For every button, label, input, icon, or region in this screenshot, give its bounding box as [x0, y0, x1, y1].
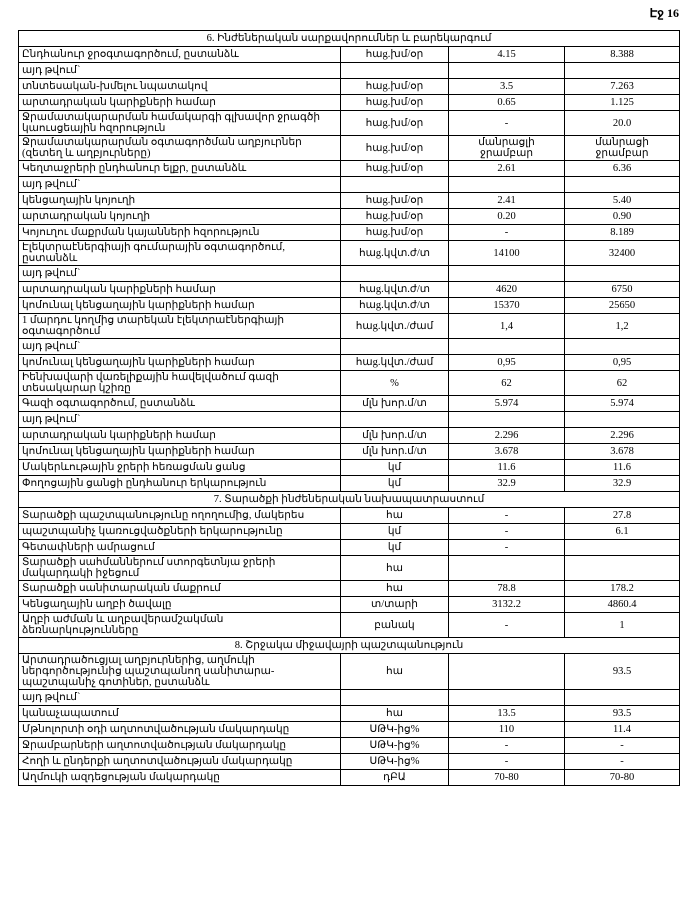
- table-row: [19, 706, 680, 722]
- table-row: [19, 597, 680, 613]
- row-unit-cell: հա: [341, 706, 449, 722]
- row-description-cell: 1 մարդու կողմից տարեկան էլեկտրաէներգիայի օգտագործում: [19, 314, 341, 339]
- row-unit-cell: հաg.կվտ.ժ/տ: [341, 298, 449, 314]
- table-row: [19, 428, 680, 444]
- row-unit-cell: ՍԹԿ-ից%: [341, 738, 449, 754]
- row-value-projected-cell: [565, 412, 680, 428]
- row-unit-cell: հաg.կվտ./ժամ: [341, 355, 449, 371]
- row-value-projected-cell: 3.678: [565, 444, 680, 460]
- row-value-projected-cell: 93.5: [565, 706, 680, 722]
- table-row: [19, 225, 680, 241]
- row-value-projected-cell: 4860.4: [565, 597, 680, 613]
- row-value-existing-cell: -: [449, 524, 565, 540]
- row-value-projected-cell: մանրացի ջրամբար: [565, 136, 680, 161]
- table-row: [19, 412, 680, 428]
- row-value-existing-cell: -: [449, 508, 565, 524]
- row-value-projected-cell: [565, 177, 680, 193]
- row-unit-cell: հաg.կվտ.ժ/տ: [341, 282, 449, 298]
- row-value-existing-cell: -: [449, 225, 565, 241]
- row-description-cell: Կեղտաջրերի ընդհանուր ելքր, ըստանձև: [19, 161, 341, 177]
- table-row: [19, 79, 680, 95]
- row-value-existing-cell: 11.6: [449, 460, 565, 476]
- row-unit-cell: [341, 412, 449, 428]
- row-unit-cell: [341, 690, 449, 706]
- table-row: [19, 193, 680, 209]
- row-value-projected-cell: [565, 690, 680, 706]
- table-row: [19, 355, 680, 371]
- table-row: [19, 63, 680, 79]
- row-unit-cell: հա: [341, 654, 449, 690]
- row-value-projected-cell: -: [565, 738, 680, 754]
- row-value-projected-cell: 11.4: [565, 722, 680, 738]
- table-row: [19, 371, 680, 396]
- table-row: [19, 161, 680, 177]
- row-unit-cell: դԲԱ: [341, 770, 449, 786]
- section-heading-cell: 8. Շրջակա միջավայրի պաշտպանություն: [19, 638, 680, 654]
- row-value-existing-cell: 14100: [449, 241, 565, 266]
- row-unit-cell: հա: [341, 508, 449, 524]
- row-value-projected-cell: [565, 540, 680, 556]
- row-description-cell: Արտադրածուցյալ աղբյուրներից, աղմուկի ներգործությունից պաշտպանող սանիտարա-պաշտպանիչ գոտիներ, ըստանձև: [19, 654, 341, 690]
- table-row: [19, 339, 680, 355]
- table-row: [19, 654, 680, 690]
- row-description-cell: կոմունալ կենցաղային կարիքների համար: [19, 444, 341, 460]
- row-value-projected-cell: 6750: [565, 282, 680, 298]
- table-row: [19, 177, 680, 193]
- row-value-projected-cell: [565, 266, 680, 282]
- table-body: [19, 31, 680, 786]
- row-value-projected-cell: 32.9: [565, 476, 680, 492]
- row-value-projected-cell: 70-80: [565, 770, 680, 786]
- table-row: [19, 722, 680, 738]
- row-value-existing-cell: 70-80: [449, 770, 565, 786]
- row-description-cell: արտադրական կարիքների համար: [19, 428, 341, 444]
- page-number-label: Էջ 16: [649, 6, 679, 20]
- row-value-existing-cell: [449, 177, 565, 193]
- row-unit-cell: կմ: [341, 476, 449, 492]
- row-description-cell: այդ թվում`: [19, 177, 341, 193]
- row-unit-cell: կմ: [341, 460, 449, 476]
- row-value-existing-cell: 13.5: [449, 706, 565, 722]
- row-value-existing-cell: 3.5: [449, 79, 565, 95]
- row-description-cell: կոմունալ կենցաղային կարիքների համար: [19, 355, 341, 371]
- row-value-existing-cell: [449, 654, 565, 690]
- row-value-existing-cell: 0,95: [449, 355, 565, 371]
- table-row: [19, 266, 680, 282]
- table-row: [19, 476, 680, 492]
- row-value-existing-cell: 15370: [449, 298, 565, 314]
- row-value-projected-cell: 8.189: [565, 225, 680, 241]
- table-row: [19, 95, 680, 111]
- row-description-cell: արտադրական կարիքների համար: [19, 282, 341, 298]
- row-value-projected-cell: 7.263: [565, 79, 680, 95]
- table-row: [19, 638, 680, 654]
- row-description-cell: Ընդհանուր ջրօգտագործում, ըստանձև: [19, 47, 341, 63]
- row-value-projected-cell: 178.2: [565, 581, 680, 597]
- row-value-existing-cell: 2.296: [449, 428, 565, 444]
- table-row: [19, 241, 680, 266]
- row-value-existing-cell: 2.61: [449, 161, 565, 177]
- row-value-existing-cell: 62: [449, 371, 565, 396]
- row-value-projected-cell: 27.8: [565, 508, 680, 524]
- row-value-projected-cell: 0.90: [565, 209, 680, 225]
- table-row: [19, 31, 680, 47]
- row-value-projected-cell: 20.0: [565, 111, 680, 136]
- table-row: [19, 282, 680, 298]
- row-value-existing-cell: -: [449, 754, 565, 770]
- row-value-existing-cell: -: [449, 540, 565, 556]
- row-description-cell: այդ թվում`: [19, 266, 341, 282]
- row-description-cell: կենցաղային կոյուղի: [19, 193, 341, 209]
- table-row: [19, 690, 680, 706]
- row-unit-cell: հաg.խմ/օր: [341, 79, 449, 95]
- row-value-existing-cell: 32.9: [449, 476, 565, 492]
- row-unit-cell: բանակ: [341, 613, 449, 638]
- row-value-existing-cell: 3.678: [449, 444, 565, 460]
- row-value-existing-cell: [449, 412, 565, 428]
- row-description-cell: Ջրամատակարարման օգտագործման աղբյուրներ (զետեղ և աղբյուրները): [19, 136, 341, 161]
- table-row: [19, 524, 680, 540]
- table-row: [19, 444, 680, 460]
- row-value-projected-cell: 8.388: [565, 47, 680, 63]
- row-value-projected-cell: 1.125: [565, 95, 680, 111]
- row-unit-cell: մլն խոր.մ/տ: [341, 396, 449, 412]
- row-description-cell: Գազի օգտագործում, ըստանձև: [19, 396, 341, 412]
- row-value-projected-cell: 0,95: [565, 355, 680, 371]
- row-description-cell: արտադրական կոյուղի: [19, 209, 341, 225]
- row-unit-cell: հաg.խմ/օր: [341, 225, 449, 241]
- table-row: [19, 754, 680, 770]
- row-value-existing-cell: -: [449, 111, 565, 136]
- table-row: [19, 556, 680, 581]
- row-unit-cell: [341, 63, 449, 79]
- row-description-cell: այդ թվում`: [19, 63, 341, 79]
- row-value-existing-cell: 78.8: [449, 581, 565, 597]
- table-row: [19, 540, 680, 556]
- row-description-cell: Կոյուղու մաքրման կայանների հզորություն: [19, 225, 341, 241]
- row-unit-cell: հաg.կվտ./ժամ: [341, 314, 449, 339]
- row-unit-cell: ՍԹԿ-ից%: [341, 754, 449, 770]
- row-description-cell: Փողոցային ցանցի ընդհանուր երկարություն: [19, 476, 341, 492]
- row-unit-cell: հաg.խմ/օր: [341, 111, 449, 136]
- row-description-cell: Հողի և ընդերքի աղտոտվածության մակարդակը: [19, 754, 341, 770]
- table-row: [19, 314, 680, 339]
- section-heading-cell: 7. Տարածքի ինժեներական նախապատրաստում: [19, 492, 680, 508]
- row-description-cell: կոմունալ կենցաղային կարիքների համար: [19, 298, 341, 314]
- table-row: [19, 460, 680, 476]
- row-unit-cell: հաg.կվտ.ժ/տ: [341, 241, 449, 266]
- row-unit-cell: տ/տարի: [341, 597, 449, 613]
- row-value-projected-cell: -: [565, 754, 680, 770]
- row-value-existing-cell: [449, 339, 565, 355]
- row-description-cell: Գետափների ամրացում: [19, 540, 341, 556]
- table-row: [19, 396, 680, 412]
- row-value-existing-cell: [449, 690, 565, 706]
- row-value-existing-cell: [449, 556, 565, 581]
- row-value-projected-cell: 6.36: [565, 161, 680, 177]
- row-value-projected-cell: 11.6: [565, 460, 680, 476]
- row-description-cell: այդ թվում`: [19, 412, 341, 428]
- row-description-cell: Ջրամատակարարման համակարգի գլխավոր ջրագծի կաուսցեային հզորություն: [19, 111, 341, 136]
- row-description-cell: Իենխավարի վառելիքային հավելվածում գազի տեսակարար կշիռը: [19, 371, 341, 396]
- row-value-projected-cell: [565, 63, 680, 79]
- row-value-existing-cell: 1,4: [449, 314, 565, 339]
- row-unit-cell: ՍԹԿ-ից%: [341, 722, 449, 738]
- row-unit-cell: հաg.խմ/օր: [341, 95, 449, 111]
- row-unit-cell: մլն խոր.մ/տ: [341, 428, 449, 444]
- table-row: [19, 47, 680, 63]
- table-row: [19, 613, 680, 638]
- row-value-existing-cell: -: [449, 738, 565, 754]
- row-value-existing-cell: 0.20: [449, 209, 565, 225]
- row-value-existing-cell: 4620: [449, 282, 565, 298]
- row-description-cell: արտադրական կարիքների համար: [19, 95, 341, 111]
- table-row: [19, 209, 680, 225]
- row-unit-cell: [341, 266, 449, 282]
- row-value-existing-cell: 2.41: [449, 193, 565, 209]
- row-unit-cell: [341, 339, 449, 355]
- row-description-cell: Մակերևութային ջրերի հեռացման ցանց: [19, 460, 341, 476]
- row-description-cell: պաշտպանիչ կառուցվածքների երկարությունը: [19, 524, 341, 540]
- row-value-projected-cell: 93.5: [565, 654, 680, 690]
- table-row: [19, 298, 680, 314]
- row-description-cell: այդ թվում`: [19, 339, 341, 355]
- row-description-cell: կանաչապատում: [19, 706, 341, 722]
- row-unit-cell: %: [341, 371, 449, 396]
- row-value-existing-cell: [449, 266, 565, 282]
- row-unit-cell: հաg.խմ/օր: [341, 161, 449, 177]
- row-unit-cell: հաg.խմ/օր: [341, 209, 449, 225]
- row-value-projected-cell: [565, 556, 680, 581]
- row-value-projected-cell: 2.296: [565, 428, 680, 444]
- table-row: [19, 581, 680, 597]
- row-value-existing-cell: -: [449, 613, 565, 638]
- row-value-existing-cell: [449, 63, 565, 79]
- row-description-cell: Մթնոլորտի օդի աղտոտվածության մակարդակը: [19, 722, 341, 738]
- row-unit-cell: մլն խոր.մ/տ: [341, 444, 449, 460]
- row-description-cell: Տարածքի սահմաններում ստորգետնյա ջրերի մակարդակի իջեցում: [19, 556, 341, 581]
- table-row: [19, 136, 680, 161]
- row-value-existing-cell: 3132.2: [449, 597, 565, 613]
- row-description-cell: այդ թվում`: [19, 690, 341, 706]
- row-value-projected-cell: 32400: [565, 241, 680, 266]
- row-unit-cell: կմ: [341, 524, 449, 540]
- row-unit-cell: հաg.խմ/օր: [341, 136, 449, 161]
- row-value-existing-cell: 5.974: [449, 396, 565, 412]
- row-value-projected-cell: 1,2: [565, 314, 680, 339]
- table-row: [19, 111, 680, 136]
- table-row: [19, 508, 680, 524]
- row-description-cell: Էլեկտրաէներգիայի գումարային օգտագործում, ըստանձև: [19, 241, 341, 266]
- row-value-projected-cell: [565, 339, 680, 355]
- row-description-cell: Ջրամբարների աղտոտվածության մակարդակը: [19, 738, 341, 754]
- table-row: [19, 738, 680, 754]
- row-description-cell: Կենցաղային աղբի ծավալը: [19, 597, 341, 613]
- table-row: [19, 770, 680, 786]
- specifications-table: [18, 30, 680, 786]
- row-value-existing-cell: 4.15: [449, 47, 565, 63]
- row-value-existing-cell: 110: [449, 722, 565, 738]
- row-value-existing-cell: մանրացլի ջրամբար: [449, 136, 565, 161]
- row-unit-cell: հա: [341, 581, 449, 597]
- row-description-cell: Աղմուկի ազդեցության մակարդակը: [19, 770, 341, 786]
- row-value-projected-cell: 6.1: [565, 524, 680, 540]
- section-heading-cell: 6. Ինժեներական սարքավորումներ և բարեկարգում: [19, 31, 680, 47]
- row-value-projected-cell: 1: [565, 613, 680, 638]
- row-unit-cell: [341, 177, 449, 193]
- row-unit-cell: հա: [341, 556, 449, 581]
- row-value-projected-cell: 25650: [565, 298, 680, 314]
- row-unit-cell: կմ: [341, 540, 449, 556]
- row-value-projected-cell: 5.40: [565, 193, 680, 209]
- row-description-cell: Տարածքի պաշտպանությունը ողողումից, մակերես: [19, 508, 341, 524]
- row-description-cell: Տարածքի սանիտարական մաքրում: [19, 581, 341, 597]
- row-unit-cell: հաg.խմ/օր: [341, 193, 449, 209]
- row-unit-cell: հաg.խմ/օր: [341, 47, 449, 63]
- row-value-projected-cell: 5.974: [565, 396, 680, 412]
- row-description-cell: Աղբի աժման և աղբավերամշակման ձեռնարկությունները: [19, 613, 341, 638]
- row-value-projected-cell: 62: [565, 371, 680, 396]
- row-value-existing-cell: 0.65: [449, 95, 565, 111]
- row-description-cell: տնտեսական-խմելու նպատակով: [19, 79, 341, 95]
- table-row: [19, 492, 680, 508]
